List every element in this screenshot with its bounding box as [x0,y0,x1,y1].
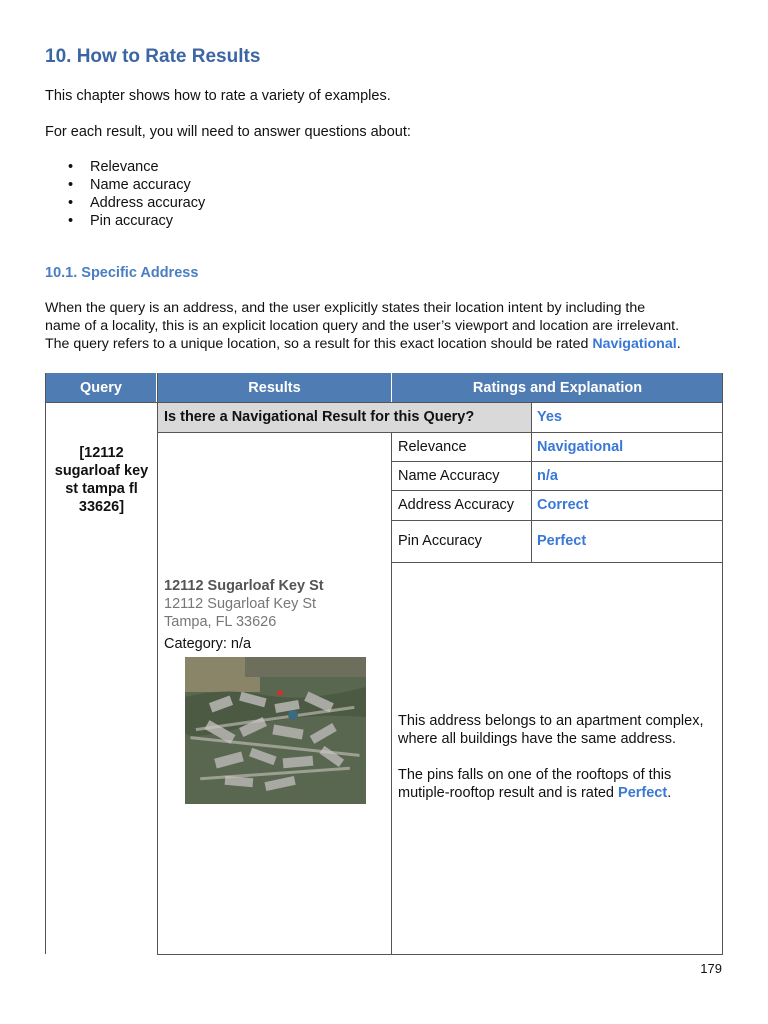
list-item-text: Pin accuracy [90,213,174,229]
explanation-line [398,784,703,802]
rating-value-address-accuracy: Correct [537,497,589,513]
navigational-highlight: Navigational [592,336,677,352]
table-border [157,373,158,955]
table-border [157,954,723,955]
list-item [45,212,205,230]
section-paragraph-line: When the query is an address, and the user explicitly states their location intent by including the [45,300,646,316]
query-line: sugarloaf key [54,463,149,479]
header-results: Results [158,373,391,402]
rating-value-relevance: Navigational [537,438,624,455]
rating-label-name-accuracy: Name Accuracy [398,467,500,484]
chapter-title: 10. How to Rate Results [45,46,261,67]
header-divider [156,373,157,402]
nav-question: Is there a Navigational Result for this Query? [164,409,475,425]
bullet-icon: • [68,159,74,175]
section-title: 10.1. Specific Address [45,265,199,281]
bullet-icon: • [68,177,74,193]
header-ratings: Ratings and Explanation [392,373,723,402]
explanation-line: where all buildings have the same address. [398,731,677,747]
result-address-line1: 12112 Sugarloaf Key St [164,596,317,612]
result-card [164,577,324,653]
query-line: st tampa fl [65,481,138,497]
nav-answer: Yes [537,409,562,425]
question-list [45,158,205,230]
header-query: Query [45,373,157,402]
section-paragraph-text: The query refers to a unique location, so a result for this exact location should be rated [45,336,593,352]
section-paragraph-line: name of a locality, this is an explicit location query and the user’s viewport and location are irrelevant. [45,318,680,334]
result-address-line2: Tampa, FL 33626 [164,614,277,630]
explanation-text-part: mutiple-rooftop result and is rated [398,785,619,801]
result-name: 12112 Sugarloaf Key St [164,578,324,594]
section-paragraph [45,299,681,353]
table-border [391,562,723,563]
perfect-highlight: Perfect [618,785,668,801]
query-line: 33626] [78,499,125,515]
list-item [45,158,205,176]
bullet-icon: • [68,195,74,211]
explanation-line: The pins falls on one of the rooftops of this [398,767,672,783]
explanation-line: This address belongs to an apartment complex, [398,713,704,729]
explanation-text [398,712,703,802]
chapter-lead: For each result, you will need to answer questions about: [45,124,411,140]
query-line: [12112 [79,445,124,461]
rating-label-address-accuracy: Address Accuracy [398,497,515,513]
result-category: Category: n/a [164,636,252,652]
header-divider [391,373,392,402]
rating-value-pin-accuracy: Perfect [537,533,587,549]
bullet-icon: • [68,213,74,229]
section-paragraph-period: . [676,336,681,352]
list-item-text: Relevance [90,159,159,175]
section-paragraph-line [45,335,681,353]
rating-label-relevance: Relevance [398,438,467,455]
aerial-map-image [185,657,366,804]
list-item [45,176,205,194]
table-border [531,402,532,563]
chapter-intro: This chapter shows how to rate a variety of examples. [45,88,391,104]
list-item-text: Name accuracy [90,177,191,193]
table-border [391,432,392,955]
query-text [46,444,157,516]
page-number: 179 [700,961,722,976]
explanation-period: . [667,785,672,801]
list-item-text: Address accuracy [90,195,206,211]
rating-value-name-accuracy: n/a [537,467,558,484]
list-item [45,194,205,212]
rating-label-pin-accuracy: Pin Accuracy [398,533,482,549]
